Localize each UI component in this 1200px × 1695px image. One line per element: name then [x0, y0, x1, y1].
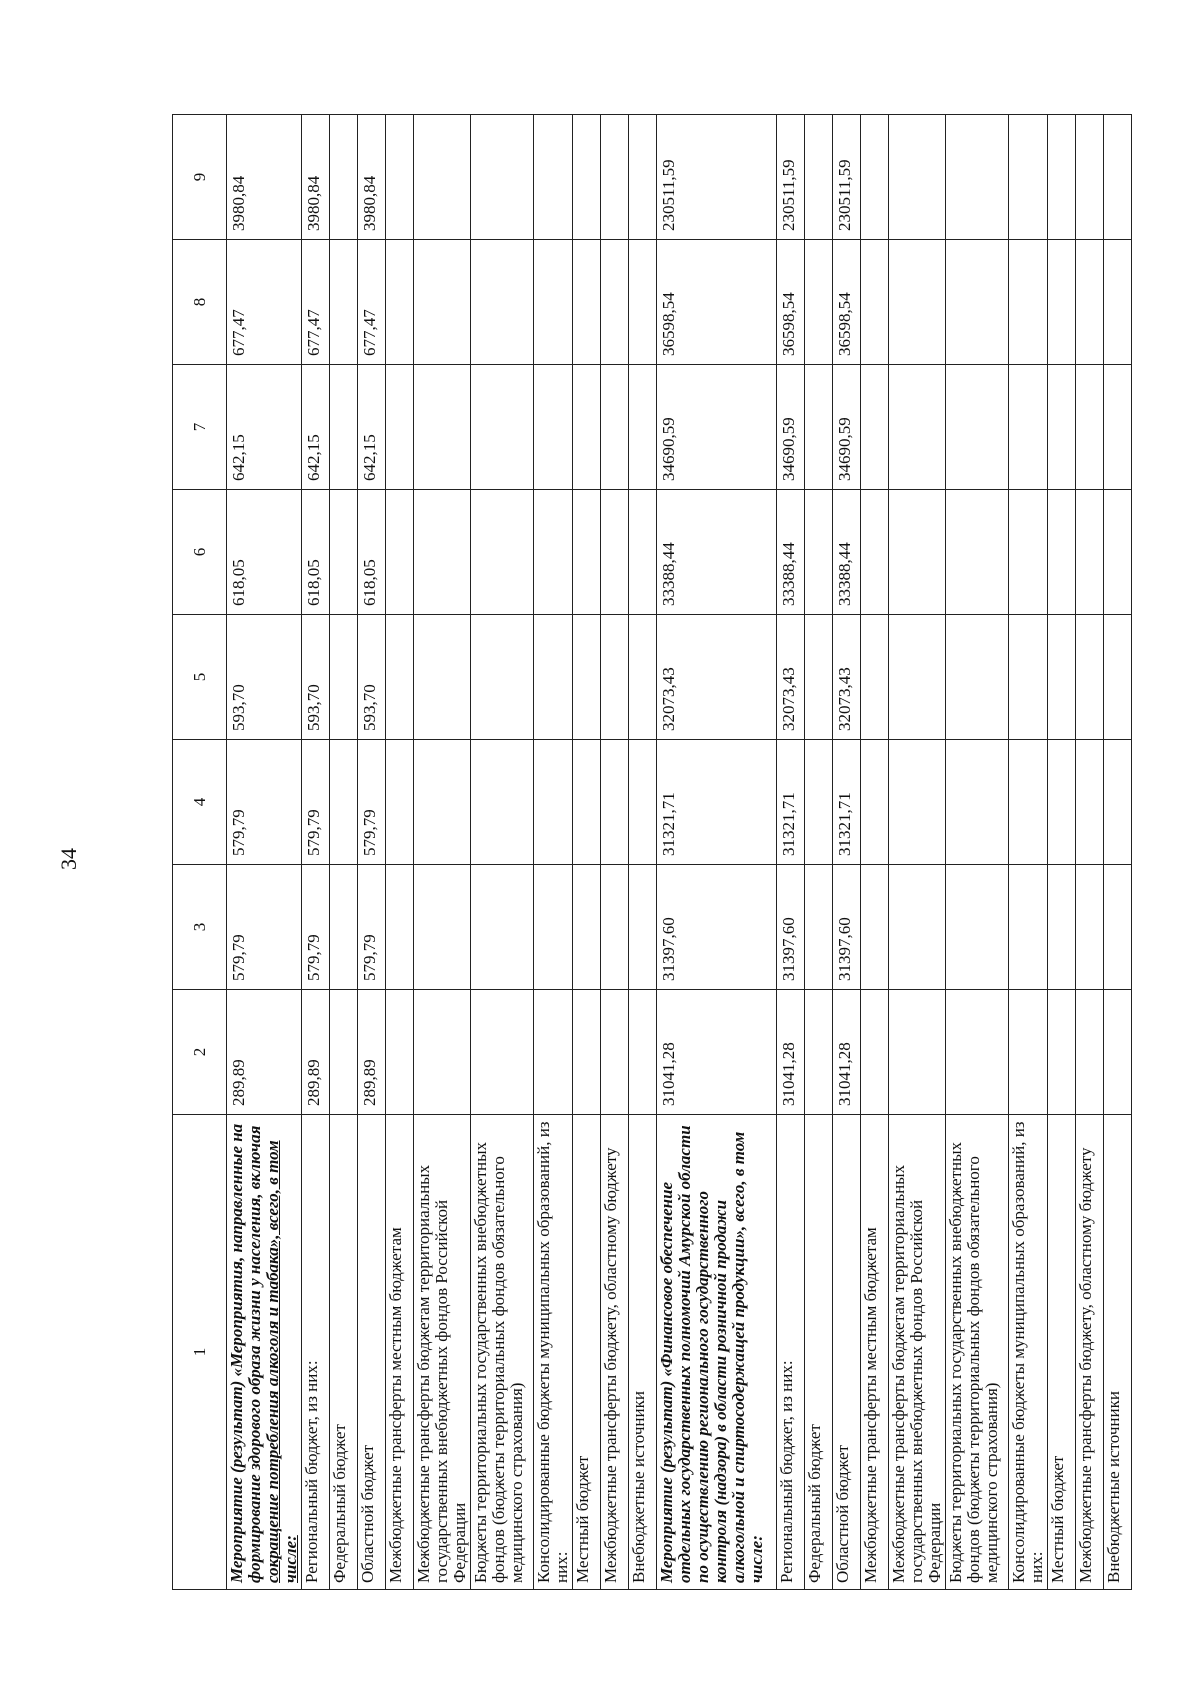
value-cell [471, 365, 534, 490]
value-cell [471, 740, 534, 865]
value-cell: 33388,44 [833, 490, 861, 615]
value-cell [573, 615, 601, 740]
value-cell: 618,05 [227, 490, 302, 615]
row-label-text: Внебюджетные источники [629, 1391, 648, 1583]
value-cell [1048, 240, 1076, 365]
value-cell [414, 490, 471, 615]
value-cell: 32073,43 [833, 615, 861, 740]
value-cell: 289,89 [302, 990, 330, 1115]
table-row [302, 115, 330, 1590]
table-row [861, 115, 889, 1590]
value-cell [1048, 990, 1076, 1115]
value-cell [414, 865, 471, 990]
value-cell: 677,47 [302, 240, 330, 365]
value-cell: 579,79 [358, 865, 386, 990]
table-row [227, 115, 302, 1590]
page-number: 34 [56, 848, 81, 870]
value-cell [573, 990, 601, 1115]
value-cell [629, 490, 657, 615]
header-cell: 2 [173, 990, 227, 1115]
value-cell [471, 240, 534, 365]
value-cell [534, 115, 573, 240]
value-cell: 642,15 [358, 365, 386, 490]
value-cell: 3980,84 [302, 115, 330, 240]
value-cell: 289,89 [227, 990, 302, 1115]
value-cell: 579,79 [302, 740, 330, 865]
value-cell [534, 740, 573, 865]
value-cell [1048, 490, 1076, 615]
table-row [1048, 115, 1076, 1590]
value-cell [601, 115, 629, 240]
row-label [1009, 1115, 1048, 1590]
value-cell [1076, 115, 1104, 240]
value-cell [805, 490, 833, 615]
value-cell [534, 490, 573, 615]
row-label [1104, 1115, 1132, 1590]
table-row [358, 115, 386, 1590]
value-cell: 32073,43 [657, 615, 777, 740]
value-cell: 618,05 [302, 490, 330, 615]
table-row [330, 115, 358, 1590]
row-label-text: Консолидированные бюджеты муниципальных образований, из них: [1009, 1121, 1046, 1583]
row-label [386, 1115, 414, 1590]
value-cell [386, 615, 414, 740]
table-row [601, 115, 629, 1590]
row-label-text: Межбюджетные трансферты бюджету, областному бюджету [601, 1147, 620, 1583]
value-cell [573, 240, 601, 365]
value-cell: 31041,28 [833, 990, 861, 1115]
row-label-text: Межбюджетные трансферты бюджетам территориальных государственных внебюджетных фондов Российской Федерации [889, 1164, 944, 1583]
value-cell [889, 240, 946, 365]
value-cell: 677,47 [227, 240, 302, 365]
value-cell [534, 990, 573, 1115]
value-cell [1048, 740, 1076, 865]
row-label [861, 1115, 889, 1590]
header-cell: 9 [173, 115, 227, 240]
value-cell [889, 115, 946, 240]
value-cell [889, 490, 946, 615]
row-label-text: Межбюджетные трансферты местным бюджетам [861, 1227, 880, 1583]
value-cell [805, 240, 833, 365]
row-label-text: Региональный бюджет, из них: [777, 1360, 796, 1583]
value-cell [1009, 365, 1048, 490]
table-row [534, 115, 573, 1590]
value-cell [601, 240, 629, 365]
value-cell [330, 490, 358, 615]
value-cell: 3980,84 [358, 115, 386, 240]
value-cell [1076, 240, 1104, 365]
header-cell: 8 [173, 240, 227, 365]
value-cell [573, 740, 601, 865]
table-body [173, 115, 1132, 1590]
value-cell [946, 615, 1009, 740]
value-cell [861, 615, 889, 740]
value-cell: 642,15 [227, 365, 302, 490]
value-cell [1104, 740, 1132, 865]
row-label [629, 1115, 657, 1590]
table-row [946, 115, 1009, 1590]
value-cell [601, 740, 629, 865]
value-cell [386, 490, 414, 615]
value-cell [946, 990, 1009, 1115]
value-cell [414, 365, 471, 490]
row-label [302, 1115, 330, 1590]
value-cell [1009, 740, 1048, 865]
value-cell [601, 365, 629, 490]
value-cell [414, 115, 471, 240]
value-cell [414, 615, 471, 740]
value-cell [414, 740, 471, 865]
value-cell [471, 490, 534, 615]
value-cell [946, 865, 1009, 990]
table-row [657, 115, 777, 1590]
row-label [1076, 1115, 1104, 1590]
value-cell: 579,79 [358, 740, 386, 865]
value-cell [1104, 365, 1132, 490]
value-cell [386, 240, 414, 365]
row-label [601, 1115, 629, 1590]
value-cell [629, 365, 657, 490]
value-cell [1104, 490, 1132, 615]
value-cell: 31321,71 [833, 740, 861, 865]
row-label-text: Местный бюджет [1048, 1455, 1067, 1583]
header-cell: 1 [173, 1115, 227, 1590]
value-cell [1076, 740, 1104, 865]
value-cell: 36598,54 [657, 240, 777, 365]
header-cell: 3 [173, 865, 227, 990]
value-cell [330, 365, 358, 490]
value-cell [805, 115, 833, 240]
value-cell: 31321,71 [777, 740, 805, 865]
value-cell: 642,15 [302, 365, 330, 490]
table-row [573, 115, 601, 1590]
value-cell [471, 115, 534, 240]
value-cell [1076, 615, 1104, 740]
value-cell [889, 615, 946, 740]
value-cell [946, 115, 1009, 240]
value-cell [889, 990, 946, 1115]
value-cell: 579,79 [227, 865, 302, 990]
row-label-text: Мероприятие (результат) «Финансовое обеспечение отдельных государственных полномочий Амурской области по осуществлению регионального государственного контроля (надзора) в области розничной продажи алкогольной и спиртосодержащей продукции», всего, в том числе: [657, 1125, 766, 1583]
row-label [471, 1115, 534, 1590]
value-cell [1076, 490, 1104, 615]
row-label [657, 1115, 777, 1590]
value-cell [805, 990, 833, 1115]
value-cell [1048, 615, 1076, 740]
value-cell: 230511,59 [833, 115, 861, 240]
value-cell [471, 990, 534, 1115]
header-cell: 4 [173, 740, 227, 865]
value-cell: 31321,71 [657, 740, 777, 865]
value-cell [1009, 240, 1048, 365]
value-cell: 230511,59 [657, 115, 777, 240]
row-label-text: Консолидированные бюджеты муниципальных образований, из них: [534, 1121, 571, 1583]
value-cell [1076, 990, 1104, 1115]
value-cell: 593,70 [302, 615, 330, 740]
row-label [330, 1115, 358, 1590]
table-row [1104, 115, 1132, 1590]
value-cell [414, 990, 471, 1115]
value-cell [861, 365, 889, 490]
value-cell [471, 865, 534, 990]
row-label-text: Мероприятие (результат) «Мероприятия, направленные на формирование здорового образа жизни у населения, включая [227, 1123, 264, 1583]
row-label-underlined: сокращение потребления алкоголя и табака», всего, в том числе: [263, 1140, 300, 1583]
value-cell [629, 740, 657, 865]
value-cell [805, 740, 833, 865]
table-row [1009, 115, 1048, 1590]
value-cell [1104, 115, 1132, 240]
value-cell: 289,89 [358, 990, 386, 1115]
value-cell [946, 490, 1009, 615]
row-label [946, 1115, 1009, 1590]
value-cell [629, 115, 657, 240]
row-label-text: Областной бюджет [358, 1444, 377, 1583]
row-label [534, 1115, 573, 1590]
value-cell [573, 115, 601, 240]
value-cell [1076, 365, 1104, 490]
value-cell [414, 240, 471, 365]
row-label-text: Федеральный бюджет [805, 1424, 824, 1583]
row-label-text: Межбюджетные трансферты бюджету, областному бюджету [1076, 1147, 1095, 1583]
value-cell [573, 865, 601, 990]
value-cell: 677,47 [358, 240, 386, 365]
value-cell [601, 865, 629, 990]
value-cell: 230511,59 [777, 115, 805, 240]
value-cell: 579,79 [227, 740, 302, 865]
row-label-text: Межбюджетные трансферты бюджетам территориальных государственных внебюджетных фондов Российской Федерации [414, 1164, 469, 1583]
value-cell [946, 365, 1009, 490]
value-cell [861, 740, 889, 865]
value-cell: 579,79 [302, 865, 330, 990]
table-row [805, 115, 833, 1590]
value-cell [629, 990, 657, 1115]
value-cell [330, 740, 358, 865]
value-cell [1104, 990, 1132, 1115]
value-cell: 33388,44 [657, 490, 777, 615]
value-cell: 33388,44 [777, 490, 805, 615]
row-label [227, 1115, 302, 1590]
value-cell [805, 615, 833, 740]
value-cell [889, 365, 946, 490]
value-cell [601, 990, 629, 1115]
value-cell [471, 615, 534, 740]
header-cell: 6 [173, 490, 227, 615]
value-cell [1048, 865, 1076, 990]
value-cell [946, 740, 1009, 865]
value-cell [889, 865, 946, 990]
value-cell [386, 365, 414, 490]
row-label [889, 1115, 946, 1590]
budget-table [172, 114, 1132, 1590]
value-cell: 31397,60 [657, 865, 777, 990]
value-cell [601, 615, 629, 740]
table-row [414, 115, 471, 1590]
table-row [629, 115, 657, 1590]
value-cell [1009, 990, 1048, 1115]
value-cell [1104, 240, 1132, 365]
value-cell [1076, 865, 1104, 990]
row-label [573, 1115, 601, 1590]
value-cell [1009, 865, 1048, 990]
value-cell: 34690,59 [657, 365, 777, 490]
value-cell [601, 490, 629, 615]
value-cell [861, 115, 889, 240]
value-cell [629, 615, 657, 740]
value-cell [1104, 865, 1132, 990]
value-cell [861, 865, 889, 990]
value-cell [861, 240, 889, 365]
value-cell [534, 240, 573, 365]
value-cell [386, 990, 414, 1115]
header-cell: 7 [173, 365, 227, 490]
table-row [889, 115, 946, 1590]
row-label-text: Областной бюджет [833, 1444, 852, 1583]
value-cell [330, 865, 358, 990]
value-cell [330, 240, 358, 365]
value-cell: 31041,28 [657, 990, 777, 1115]
table-row [777, 115, 805, 1590]
value-cell: 32073,43 [777, 615, 805, 740]
value-cell: 593,70 [227, 615, 302, 740]
value-cell: 34690,59 [833, 365, 861, 490]
row-label-text: Местный бюджет [573, 1455, 592, 1583]
table-row [386, 115, 414, 1590]
row-label [833, 1115, 861, 1590]
value-cell [534, 865, 573, 990]
value-cell [861, 490, 889, 615]
value-cell [1009, 115, 1048, 240]
budget-table-rotated [172, 115, 1132, 1590]
row-label-text: Региональный бюджет, из них: [302, 1360, 321, 1583]
value-cell [573, 490, 601, 615]
value-cell [889, 740, 946, 865]
row-label-text: Внебюджетные источники [1104, 1391, 1123, 1583]
header-cell: 5 [173, 615, 227, 740]
value-cell: 36598,54 [833, 240, 861, 365]
value-cell [534, 365, 573, 490]
value-cell [330, 115, 358, 240]
value-cell [1009, 490, 1048, 615]
value-cell [805, 365, 833, 490]
value-cell: 31397,60 [777, 865, 805, 990]
value-cell [1009, 615, 1048, 740]
value-cell: 31041,28 [777, 990, 805, 1115]
table-row [833, 115, 861, 1590]
value-cell [534, 615, 573, 740]
table-row [471, 115, 534, 1590]
value-cell: 36598,54 [777, 240, 805, 365]
row-label-text: Федеральный бюджет [330, 1424, 349, 1583]
row-label-text: Межбюджетные трансферты местным бюджетам [386, 1227, 405, 1583]
value-cell [1048, 115, 1076, 240]
value-cell: 31397,60 [833, 865, 861, 990]
row-label [805, 1115, 833, 1590]
value-cell: 34690,59 [777, 365, 805, 490]
value-cell [805, 865, 833, 990]
value-cell: 3980,84 [227, 115, 302, 240]
value-cell [629, 240, 657, 365]
row-label-text: Бюджеты территориальных государственных внебюджетных фондов (бюджеты территориальных фондов обязательного медицинского страхования) [946, 1141, 1001, 1583]
value-cell: 618,05 [358, 490, 386, 615]
row-label [1048, 1115, 1076, 1590]
value-cell [1048, 365, 1076, 490]
value-cell [946, 240, 1009, 365]
value-cell [386, 865, 414, 990]
row-label [777, 1115, 805, 1590]
row-label-text: Бюджеты территориальных государственных внебюджетных фондов (бюджеты территориальных фондов обязательного медицинского страхования) [471, 1141, 526, 1583]
row-label [414, 1115, 471, 1590]
value-cell [861, 990, 889, 1115]
value-cell [573, 365, 601, 490]
value-cell: 593,70 [358, 615, 386, 740]
row-label [358, 1115, 386, 1590]
value-cell [386, 740, 414, 865]
value-cell [1104, 615, 1132, 740]
value-cell [629, 865, 657, 990]
value-cell [386, 115, 414, 240]
header-row [173, 115, 227, 1590]
table-row [1076, 115, 1104, 1590]
value-cell [330, 615, 358, 740]
value-cell [330, 990, 358, 1115]
